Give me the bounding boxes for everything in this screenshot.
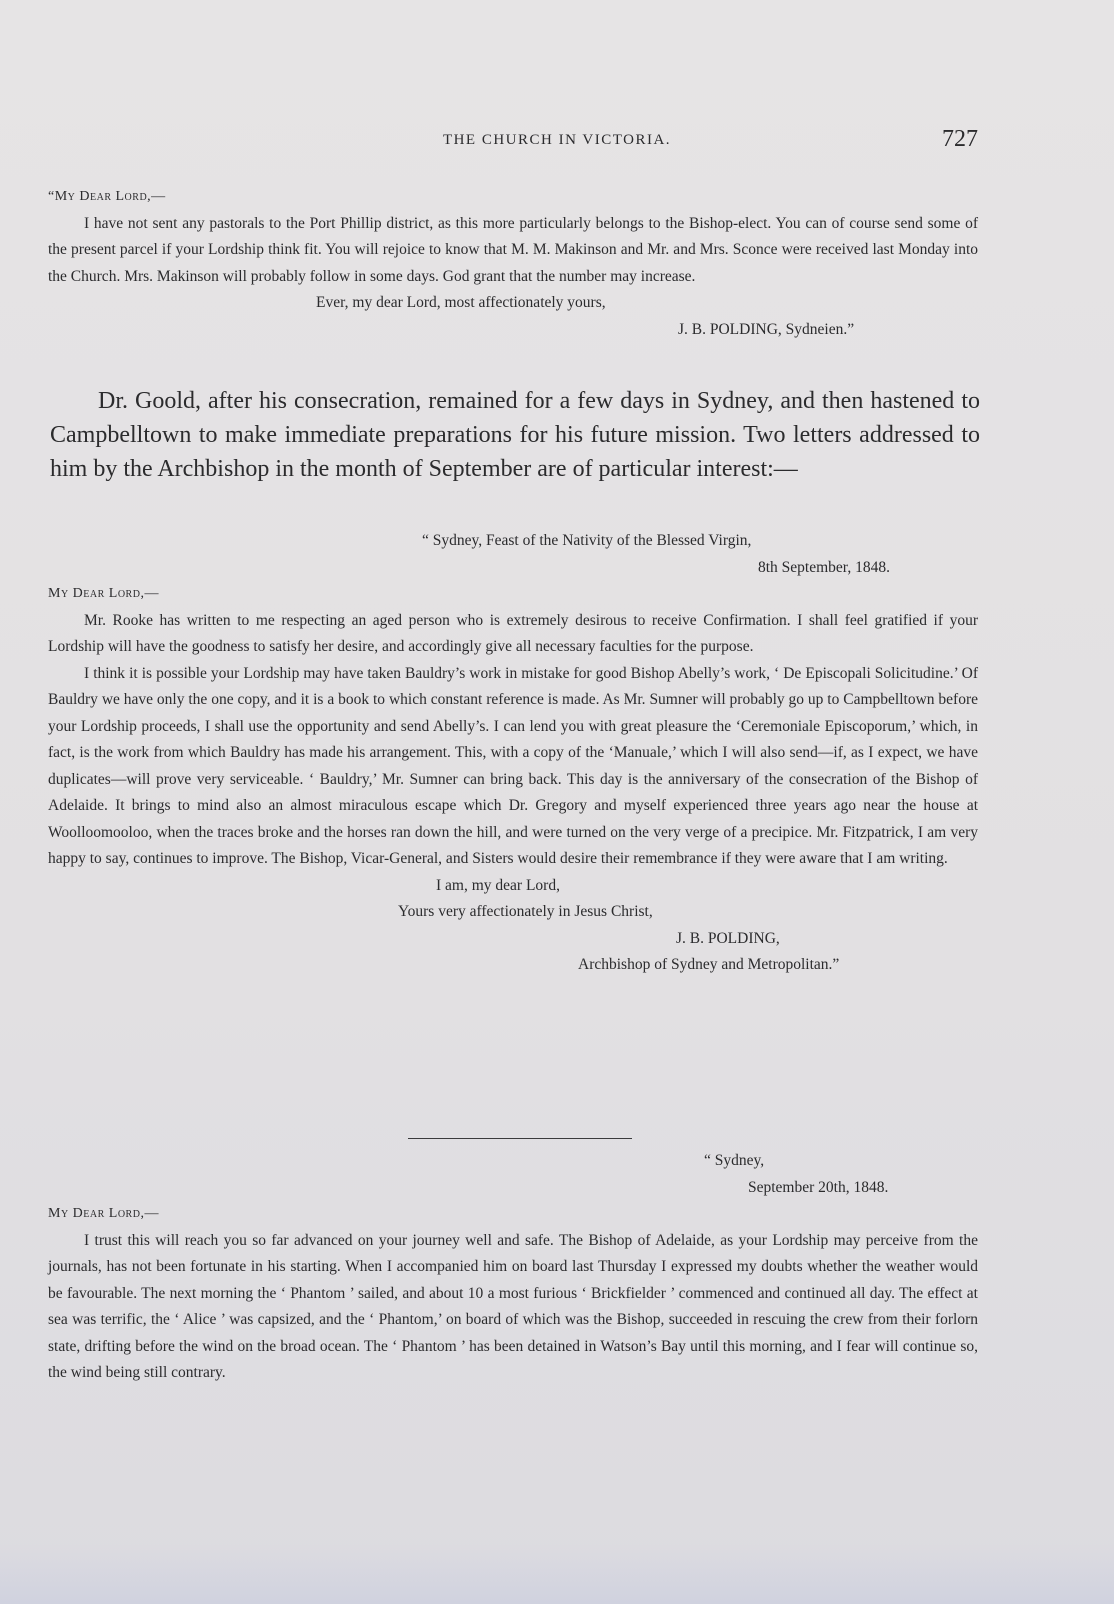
narrative-paragraph: [50, 384, 980, 486]
scan-edge-shading: [0, 1544, 1114, 1604]
letter-2-paragraph-1: Mr. Rooke has written to me respecting an aged person who is extremely desirous to receive Confirmation. I shall feel gratified if your Lordship will have the goodness to satisfy her desire, and accordingly give all necessary faculties for the purpose.: [48, 611, 978, 655]
letter-1-body: I have not sent any pastorals to the Port Phillip district, as this more particularly belongs to the Bishop-elect. You can of course send some of the present parcel if your Lordship think fit. You will rejoice to know that M. M. Makinson and Mr. and Mrs. Sconce were received last Monday into the Church. Mrs. Makinson will probably follow in some days. God grant that the number may increase.: [48, 214, 978, 285]
letter-3: [48, 1148, 978, 1387]
letter-1-closing: Ever, my dear Lord, most affectionately yours,: [316, 294, 606, 311]
letter-3-salutation: My Dear Lord,—: [48, 1206, 159, 1221]
letter-1-signature: J. B. POLDING, Sydneien.”: [678, 320, 855, 338]
running-head: THE CHURCH IN VICTORIA.: [442, 132, 672, 148]
letter-3-place: “ Sydney,: [704, 1152, 765, 1169]
letter-2-paragraph-2: I think it is possible your Lordship may have taken Bauldry’s work in mistake for good Bishop Abelly’s work, ‘ De Episcopali Solicitudine.’ Of Bauldry we have only the one copy, and it is a book to which constant reference is made. As Mr. Sumner will probably go up to Campbelltown before your Lordship proceeds, I shall use the opportunity and send Abelly’s. I can lend you with great pleasure the ‘Ceremoniale Episcoporum,’ which, in fact, is the work from which Bauldry has made his arrangement. This, with a copy of the ‘Manuale,’ which I will also send—if, as I expect, we have duplicates—will prove very serviceable. ‘ Bauldry,’ Mr. Sumner can bring back. This day is the anniversary of the consecration of the Bishop of Adelaide. It brings to mind also an almost miraculous escape which Dr. Gregory and myself experienced three years ago near the house at Woolloomooloo, when the traces broke and the horses ran down the hill, and were turned on the very verge of a precipice. Mr. Fitzpatrick, I am very happy to say, continues to improve. The Bishop, Vicar-General, and Sisters would desire their remembrance if they were aware that I am writing.: [48, 664, 978, 867]
letter-2-closing-2: Yours very affectionately in Jesus Christ,: [398, 903, 653, 920]
letter-2: [48, 528, 978, 979]
letter-1: [48, 184, 978, 343]
letter-2-place-date: “ Sydney, Feast of the Nativity of the Blessed Virgin,: [422, 532, 752, 549]
letter-2-salutation: My Dear Lord,—: [48, 586, 159, 601]
letter-1-salutation: “My Dear Lord,—: [48, 189, 166, 204]
letter-2-closing-1: I am, my dear Lord,: [436, 876, 560, 894]
section-divider: [408, 1138, 632, 1139]
page-number: 727: [942, 126, 978, 152]
letter-2-date: 8th September, 1848.: [758, 558, 890, 576]
letter-2-signatory-title: Archbishop of Sydney and Metropolitan.”: [578, 956, 840, 973]
letter-3-paragraph-1: I trust this will reach you so far advanced on your journey well and safe. The Bishop of Adelaide, as your Lordship may perceive from the journals, has not been fortunate in his starting. When I accompanied him on board last Thursday I expressed my doubts whether the weather would be favourable. The next morning the ‘ Phantom ’ sailed, and about 10 a most furious ‘ Brickfielder ’ commenced and continued all day. The effect at sea was terrific, the ‘ Alice ’ was capsized, and the ‘ Phantom,’ on board of which was the Bishop, succeeded in rescuing the crew from their forlorn state, drifting before the wind on the broad ocean. The ‘ Phantom ’ has been detained in Watson’s Bay until this morning, and I fear will continue so, the wind being still contrary.: [48, 1231, 978, 1381]
narrative-text: Dr. Goold, after his consecration, remained for a few days in Sydney, and then hastened to Campbelltown to make immediate preparations for his future mission. Two letters addressed to him by the Archbishop in the month of September are of particular interest:—: [50, 388, 980, 482]
letter-3-date: September 20th, 1848.: [748, 1178, 889, 1196]
letter-2-signature: J. B. POLDING,: [676, 929, 780, 947]
